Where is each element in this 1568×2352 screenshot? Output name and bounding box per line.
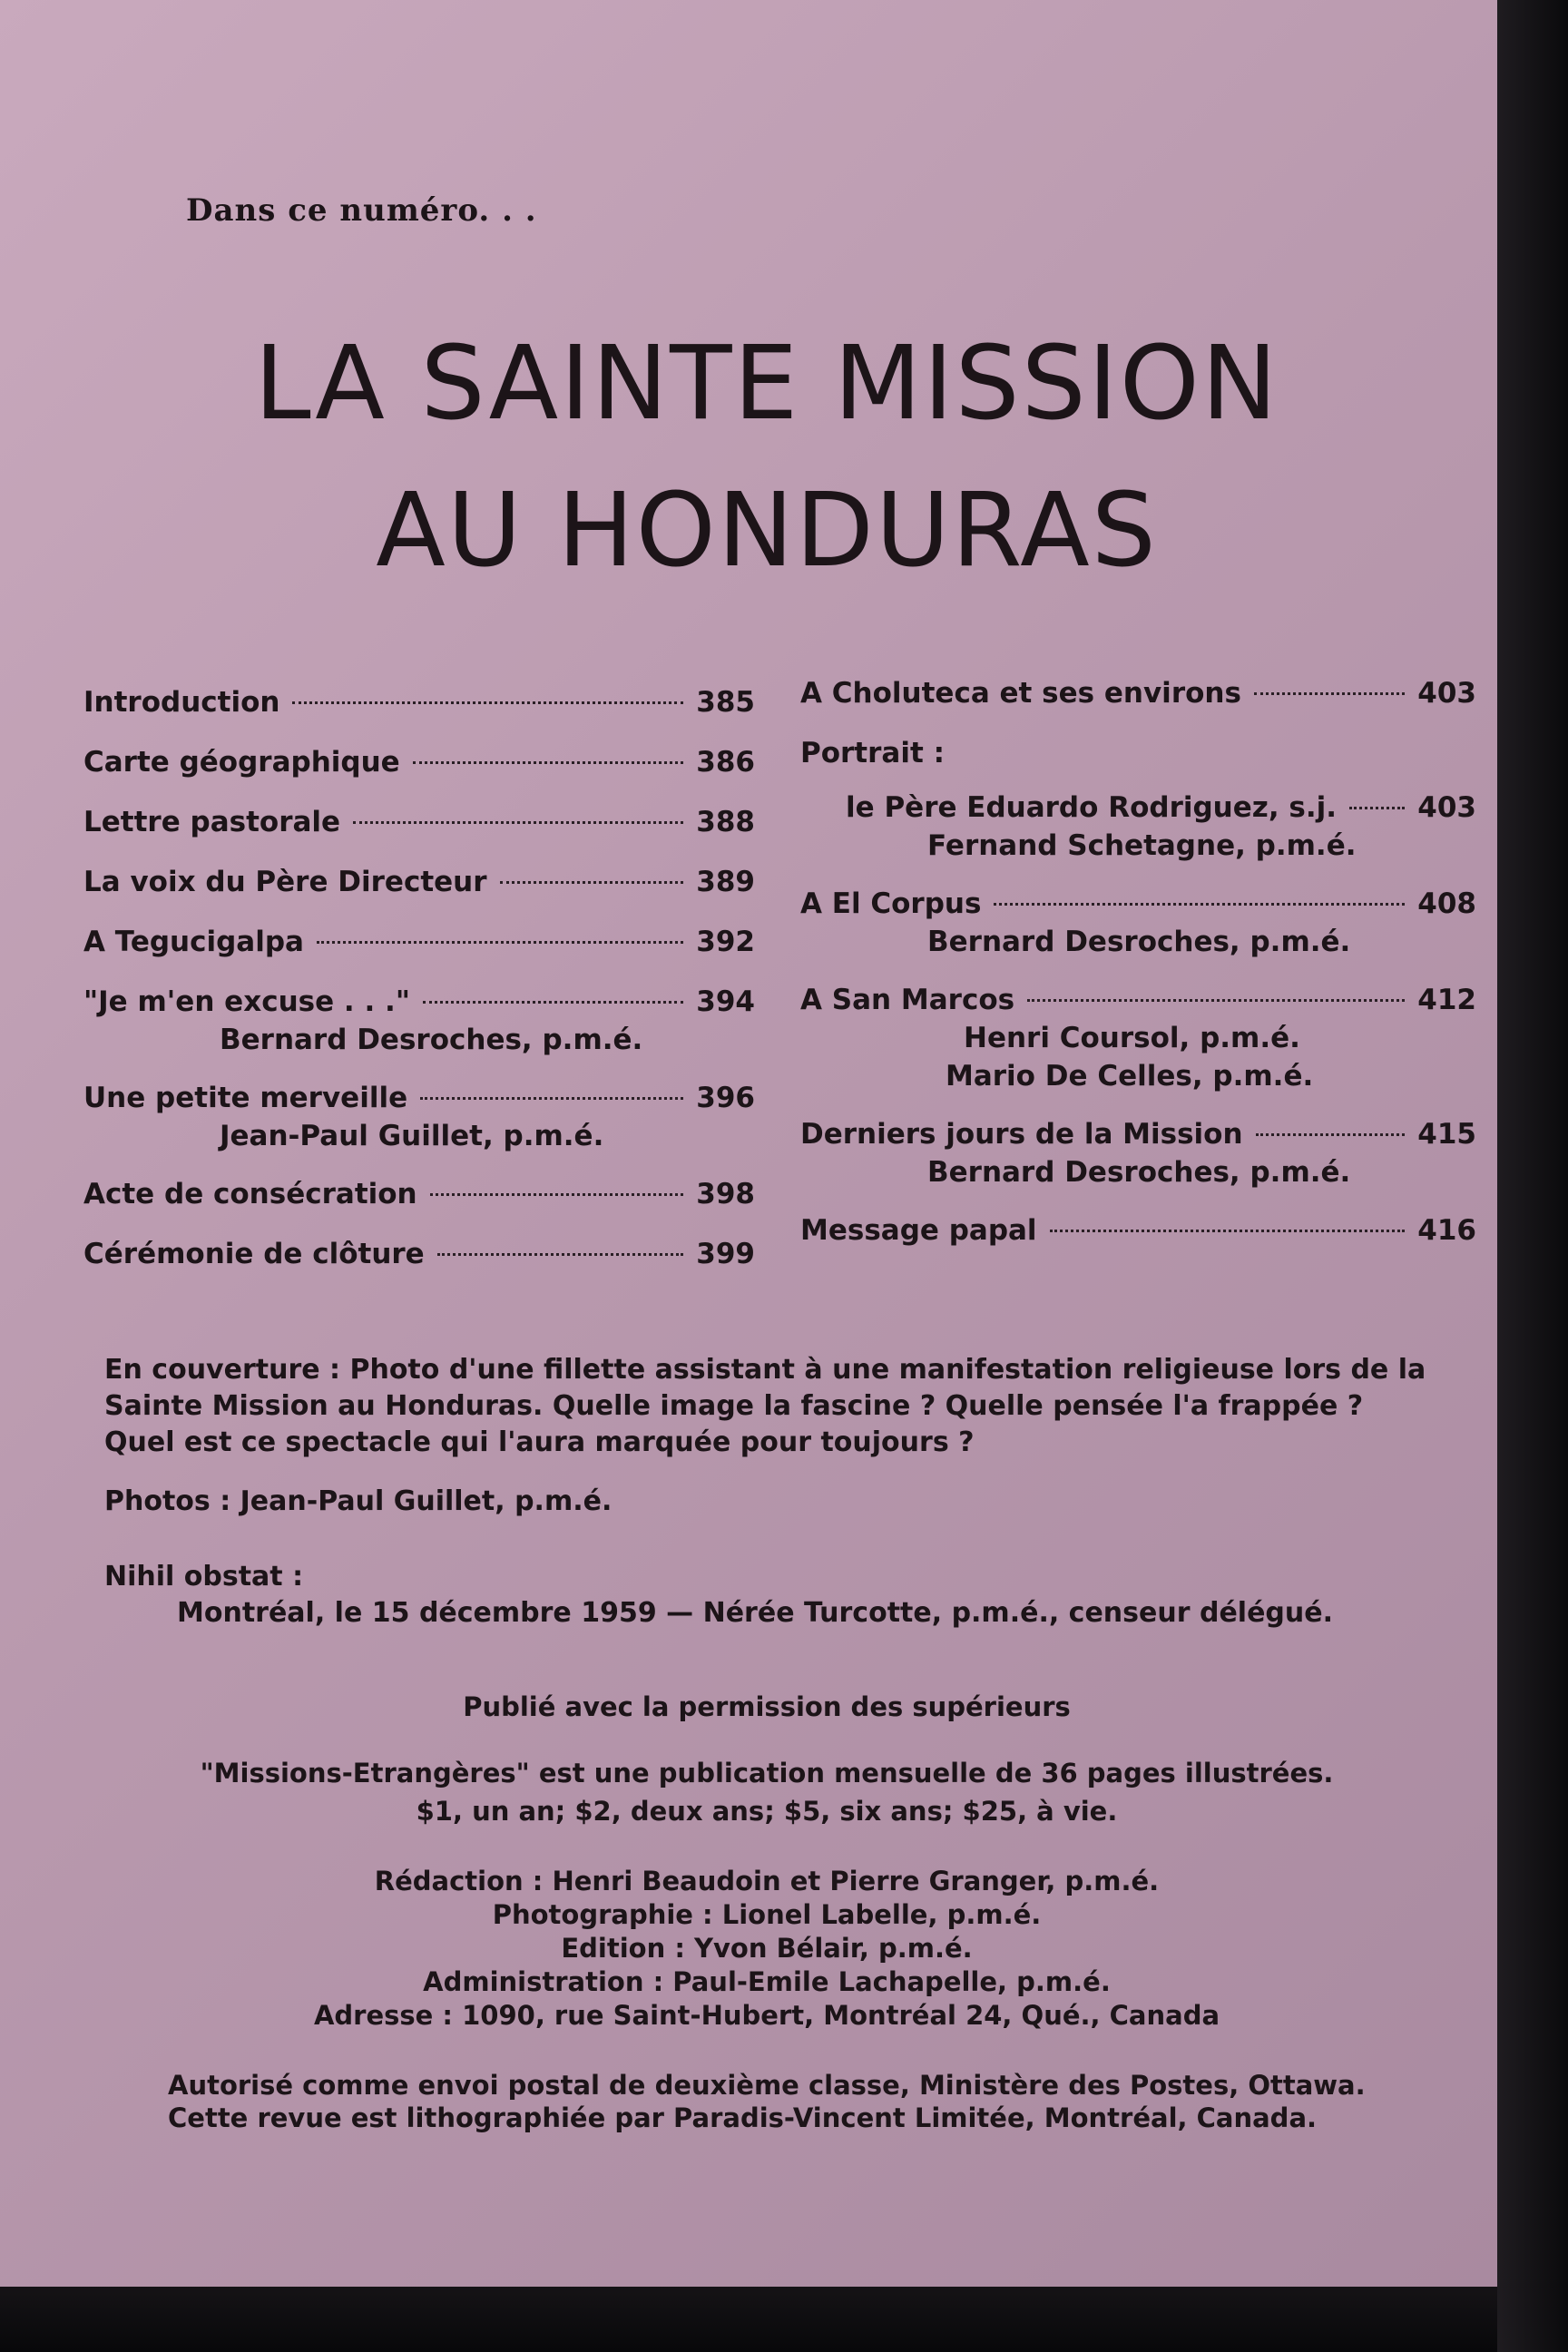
toc-entry-author: Fernand Schetagne, p.m.é. [927, 829, 1357, 862]
toc-section-heading: Portrait : [800, 737, 945, 769]
toc-entry-title: Une petite merveille [83, 1082, 408, 1114]
toc-entry-page: 388 [696, 806, 755, 838]
toc-entry-page: 408 [1417, 887, 1476, 920]
toc-entry-author: Jean-Paul Guillet, p.m.é. [220, 1120, 604, 1152]
toc-entry [800, 1213, 1476, 1248]
toc-entry-page: 399 [696, 1238, 755, 1270]
toc-entry [83, 985, 755, 1019]
leader-dots [1349, 807, 1405, 809]
leader-dots [500, 881, 684, 884]
toc-entry-title: Cérémonie de clôture [83, 1238, 425, 1270]
toc-entry-title: A San Marcos [800, 984, 1015, 1016]
nihil-obstat [104, 1559, 1484, 1632]
toc-entry-title: Lettre pastorale [83, 806, 341, 838]
page-title-line2: AU HONDURAS [376, 472, 1158, 590]
toc-entry [800, 1117, 1476, 1152]
toc-entry [800, 983, 1476, 1017]
issue-intro: Dans ce numéro. . . [186, 192, 537, 229]
toc-entry-page: 415 [1417, 1118, 1476, 1151]
toc-entry [83, 1237, 755, 1271]
toc-entry-page: 396 [696, 1082, 755, 1114]
toc-entry-title: A Tegucigalpa [83, 926, 304, 958]
photo-credit: Photos : Jean-Paul Guillet, p.m.é. [104, 1485, 612, 1517]
toc-entry-title: Carte géographique [83, 746, 400, 779]
toc-entry-page: 385 [696, 686, 755, 719]
staff-edition: Edition : Yvon Bélair, p.m.é. [561, 1933, 973, 1964]
leader-dots [994, 903, 1405, 906]
toc-entry [800, 887, 1476, 921]
leader-dots [1256, 1133, 1406, 1136]
toc-entry-page: 386 [696, 746, 755, 779]
toc-entry-title: "Je m'en excuse . . ." [83, 985, 410, 1018]
toc-entry-author: Bernard Desroches, p.m.é. [220, 1024, 643, 1056]
cover-caption [104, 1352, 1484, 1461]
cover-caption-line: Quel est ce spectacle qui l'aura marquée pour toujours ? [104, 1426, 975, 1458]
toc-entry-title: le Père Eduardo Rodriguez, s.j. [846, 791, 1338, 824]
toc-entry-page: 392 [696, 926, 755, 958]
toc-entry-page: 416 [1417, 1214, 1476, 1247]
staff-administration: Administration : Paul-Emile Lachapelle, p.m.é. [423, 1966, 1111, 1997]
toc-entry [83, 925, 755, 959]
leader-dots [1254, 692, 1405, 695]
toc-entry [800, 676, 1476, 710]
leader-dots [413, 761, 684, 764]
leader-dots [420, 1097, 683, 1100]
toc-entry-page: 403 [1417, 791, 1476, 824]
toc-entry-title: Derniers jours de la Mission [800, 1118, 1243, 1151]
leader-dots [317, 941, 683, 944]
toc-right-column [800, 676, 1476, 1273]
toc-entry-title: Message papal [800, 1214, 1037, 1247]
toc-entry-page: 412 [1417, 984, 1476, 1016]
leader-dots [353, 821, 683, 824]
leader-dots [423, 1001, 683, 1004]
postal-notice [168, 2069, 1456, 2134]
toc-entry-page: 394 [696, 985, 755, 1018]
toc-entry-author: Henri Coursol, p.m.é. [964, 1022, 1300, 1054]
cover-caption-line: Sainte Mission au Honduras. Quelle image la fascine ? Quelle pensée l'a frappée ? [104, 1390, 1364, 1422]
publication-info: "Missions-Etrangères" est une publication mensuelle de 36 pages illustrées. [200, 1758, 1334, 1788]
toc-entry-title: La voix du Père Directeur [83, 866, 487, 898]
toc-entry [83, 1177, 755, 1211]
toc-entry [83, 685, 755, 720]
leader-dots [292, 701, 683, 704]
toc-entry-title: A Choluteca et ses environs [800, 677, 1241, 710]
leader-dots [437, 1253, 684, 1256]
staff-address: Adresse : 1090, rue Saint-Hubert, Montréal 24, Qué., Canada [313, 2000, 1220, 2031]
postal-line: Cette revue est lithographiée par Paradis-Vincent Limitée, Montréal, Canada. [168, 2102, 1318, 2133]
toc-entry [83, 1081, 755, 1115]
toc-entry-page: 403 [1417, 677, 1476, 710]
toc-entry-author: Bernard Desroches, p.m.é. [927, 1156, 1351, 1189]
toc-left-column [83, 685, 755, 1297]
toc-entry-author: Mario De Celles, p.m.é. [946, 1060, 1314, 1093]
leader-dots [1050, 1230, 1406, 1232]
cover-caption-line: En couverture : Photo d'une fillette assistant à une manifestation religieuse lors de la [104, 1354, 1426, 1386]
staff-redaction: Rédaction : Henri Beaudoin et Pierre Granger, p.m.é. [374, 1866, 1160, 1896]
toc-entry-title: Acte de consécration [83, 1178, 417, 1210]
staff-photographie: Photographie : Lionel Labelle, p.m.é. [492, 1899, 1042, 1930]
toc-entry-author: Bernard Desroches, p.m.é. [927, 926, 1351, 958]
published-notice: Publié avec la permission des supérieurs [463, 1691, 1071, 1722]
leader-dots [1027, 999, 1405, 1002]
staff-credits [91, 1865, 1443, 2033]
book-spine-shadow [1497, 0, 1568, 2352]
toc-entry [83, 745, 755, 779]
toc-entry [83, 805, 755, 839]
leader-dots [430, 1193, 684, 1196]
toc-entry-title: A El Corpus [800, 887, 982, 920]
nihil-obstat-line: Montréal, le 15 décembre 1959 — Nérée Turcotte, p.m.é., censeur délégué. [177, 1597, 1333, 1629]
toc-entry [83, 865, 755, 899]
postal-line: Autorisé comme envoi postal de deuxième classe, Ministère des Postes, Ottawa. [168, 2070, 1366, 2101]
page-title-line1: LA SAINTE MISSION [254, 325, 1279, 443]
toc-entry [800, 790, 1476, 825]
page-bottom-shadow [0, 2287, 1497, 2352]
nihil-obstat-label: Nihil obstat : [104, 1561, 304, 1592]
toc-entry-page: 398 [696, 1178, 755, 1210]
toc-entry-title: Introduction [83, 686, 280, 719]
subscription-prices: $1, un an; $2, deux ans; $5, six ans; $25, à vie. [416, 1796, 1118, 1827]
toc-entry-page: 389 [696, 866, 755, 898]
